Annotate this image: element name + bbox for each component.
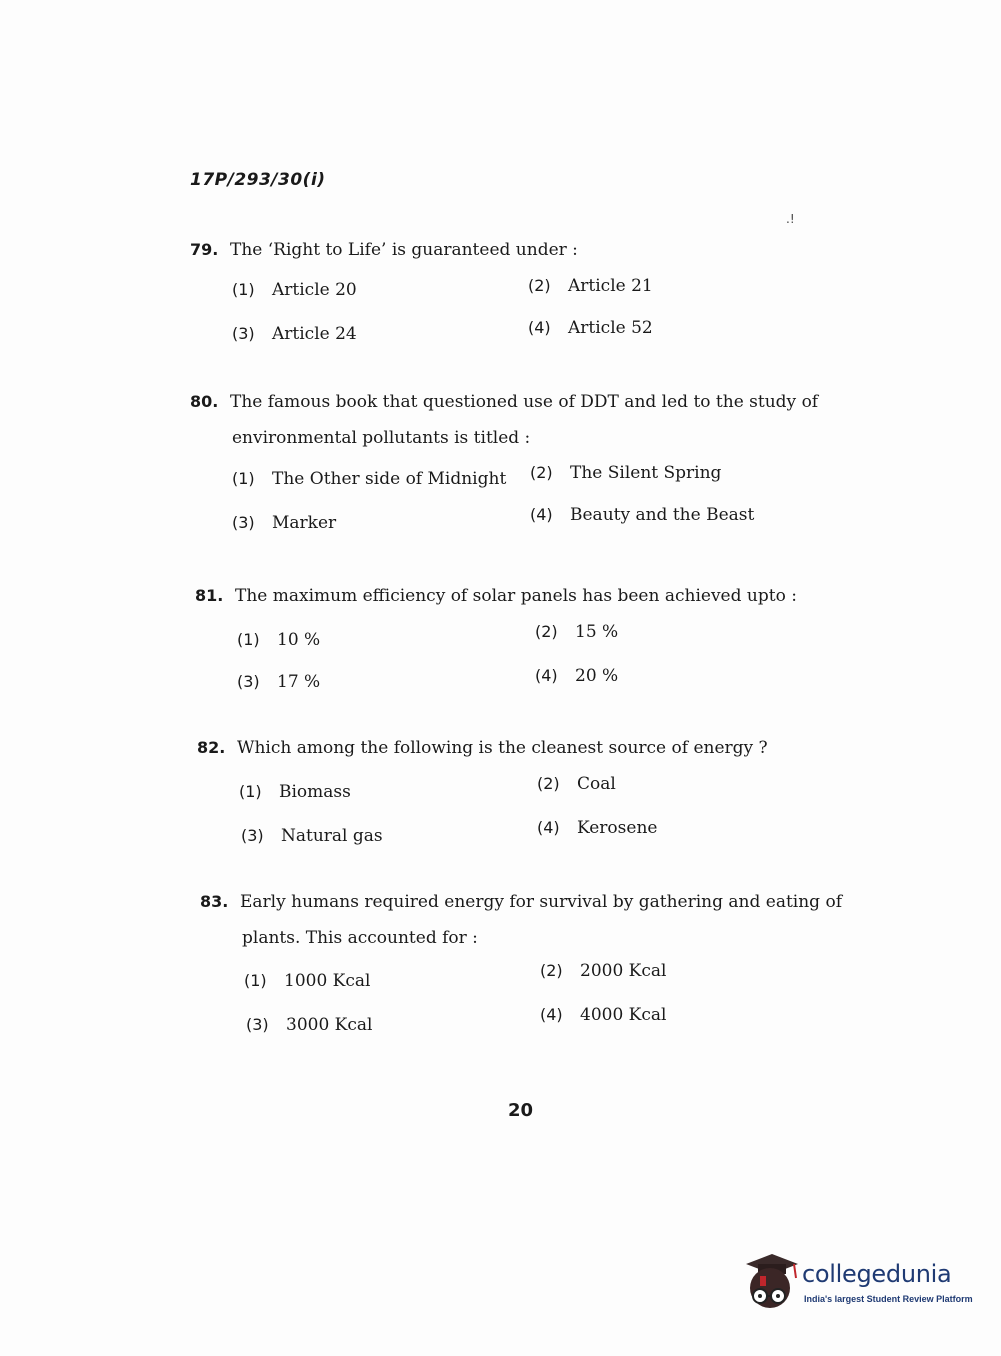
options-grid	[242, 960, 842, 1069]
question-text-continued: plants. This accounted for :	[242, 928, 478, 949]
option-number: (4)	[530, 504, 553, 524]
option-1	[232, 280, 357, 300]
question-text: The maximum efficiency of solar panels has been achieved upto :	[235, 586, 797, 606]
option-number: (4)	[528, 318, 551, 338]
option-2	[535, 622, 618, 642]
option-1	[237, 630, 320, 650]
option-number: (3)	[246, 1014, 269, 1034]
question-text: Which among the following is the cleanest source of energy ?	[237, 738, 768, 758]
option-2	[540, 961, 666, 981]
option-number: (1)	[237, 630, 260, 650]
option-number: (3)	[237, 672, 260, 692]
question-text: Early humans required energy for survival by gathering and eating of	[240, 892, 842, 912]
question-text: The famous book that questioned use of DDT and led to the study of	[230, 392, 819, 412]
option-text: Article 21	[568, 276, 653, 297]
option-number: (2)	[540, 960, 563, 980]
option-number: (2)	[530, 462, 553, 482]
options-grid	[232, 276, 653, 380]
option-4	[528, 318, 653, 338]
option-3	[237, 672, 320, 692]
option-text: 15 %	[575, 622, 619, 643]
options-grid	[237, 622, 797, 730]
option-text: 4000 Kcal	[580, 1004, 667, 1025]
option-2	[528, 276, 653, 296]
option-number: (4)	[537, 818, 560, 838]
option-text: 20 %	[575, 666, 619, 687]
page-number: 20	[508, 1100, 534, 1121]
option-text: The Silent Spring	[570, 462, 722, 483]
option-text: Biomass	[279, 782, 351, 803]
option-text: Article 24	[272, 324, 357, 345]
option-text: Beauty and the Beast	[570, 504, 755, 525]
option-1	[239, 782, 351, 802]
option-1	[232, 469, 506, 489]
question-number: 81.	[195, 586, 224, 605]
option-number: (1)	[232, 468, 255, 488]
question-text-line	[190, 392, 818, 412]
option-number: (1)	[239, 782, 262, 802]
option-2	[537, 774, 616, 794]
question-text: The ‘Right to Life’ is guaranteed under :	[230, 240, 578, 260]
option-3	[241, 826, 383, 846]
option-text: 17 %	[277, 672, 321, 693]
corner-mark: .!	[786, 212, 795, 226]
question-80	[190, 392, 818, 569]
option-number: (2)	[535, 622, 558, 642]
paper-code: 17P/293/30(i)	[190, 170, 326, 190]
option-text: The Other side of Midnight	[272, 468, 507, 489]
question-number: 80.	[190, 392, 219, 411]
option-4	[530, 505, 754, 525]
option-number: (4)	[535, 666, 558, 686]
option-text: 10 %	[277, 630, 321, 651]
question-number: 79.	[190, 240, 219, 259]
option-number: (4)	[540, 1004, 563, 1024]
option-3	[232, 513, 336, 533]
option-text: Article 52	[568, 318, 653, 339]
option-text: Natural gas	[281, 826, 383, 847]
brand-tagline: India's largest Student Review Platform	[804, 1294, 973, 1304]
question-number: 83.	[200, 892, 229, 911]
option-number: (1)	[232, 280, 255, 300]
option-4	[535, 666, 618, 686]
options-grid	[239, 774, 768, 882]
option-number: (2)	[537, 774, 560, 794]
options-grid	[232, 462, 818, 569]
option-text: Marker	[272, 512, 337, 533]
option-number: (2)	[528, 276, 551, 296]
graduate-mascot-icon	[742, 1250, 800, 1312]
question-text-line	[195, 586, 797, 606]
option-number: (3)	[232, 324, 255, 344]
question-81	[195, 586, 797, 730]
question-82	[197, 738, 768, 882]
option-text: 3000 Kcal	[286, 1014, 373, 1035]
option-1	[244, 971, 370, 991]
question-83	[200, 892, 842, 1069]
option-text: Coal	[577, 774, 616, 795]
question-79	[190, 240, 653, 380]
option-text: 2000 Kcal	[580, 960, 667, 981]
option-number: (3)	[241, 826, 264, 846]
collegedunia-watermark	[742, 1250, 972, 1312]
option-3	[232, 324, 357, 344]
option-4	[540, 1005, 666, 1025]
brand-name: collegedunia	[802, 1260, 952, 1288]
question-text-line	[197, 738, 768, 758]
option-text: 1000 Kcal	[284, 970, 371, 991]
option-number: (3)	[232, 512, 255, 532]
question-text-continued: environmental pollutants is titled :	[232, 428, 531, 449]
option-4	[537, 818, 657, 838]
question-text-line	[200, 892, 842, 912]
question-text-line	[190, 240, 578, 260]
option-text: Kerosene	[577, 818, 658, 839]
option-2	[530, 463, 721, 483]
question-number: 82.	[197, 738, 226, 757]
option-3	[246, 1015, 372, 1035]
option-number: (1)	[244, 970, 267, 990]
option-text: Article 20	[272, 280, 357, 301]
